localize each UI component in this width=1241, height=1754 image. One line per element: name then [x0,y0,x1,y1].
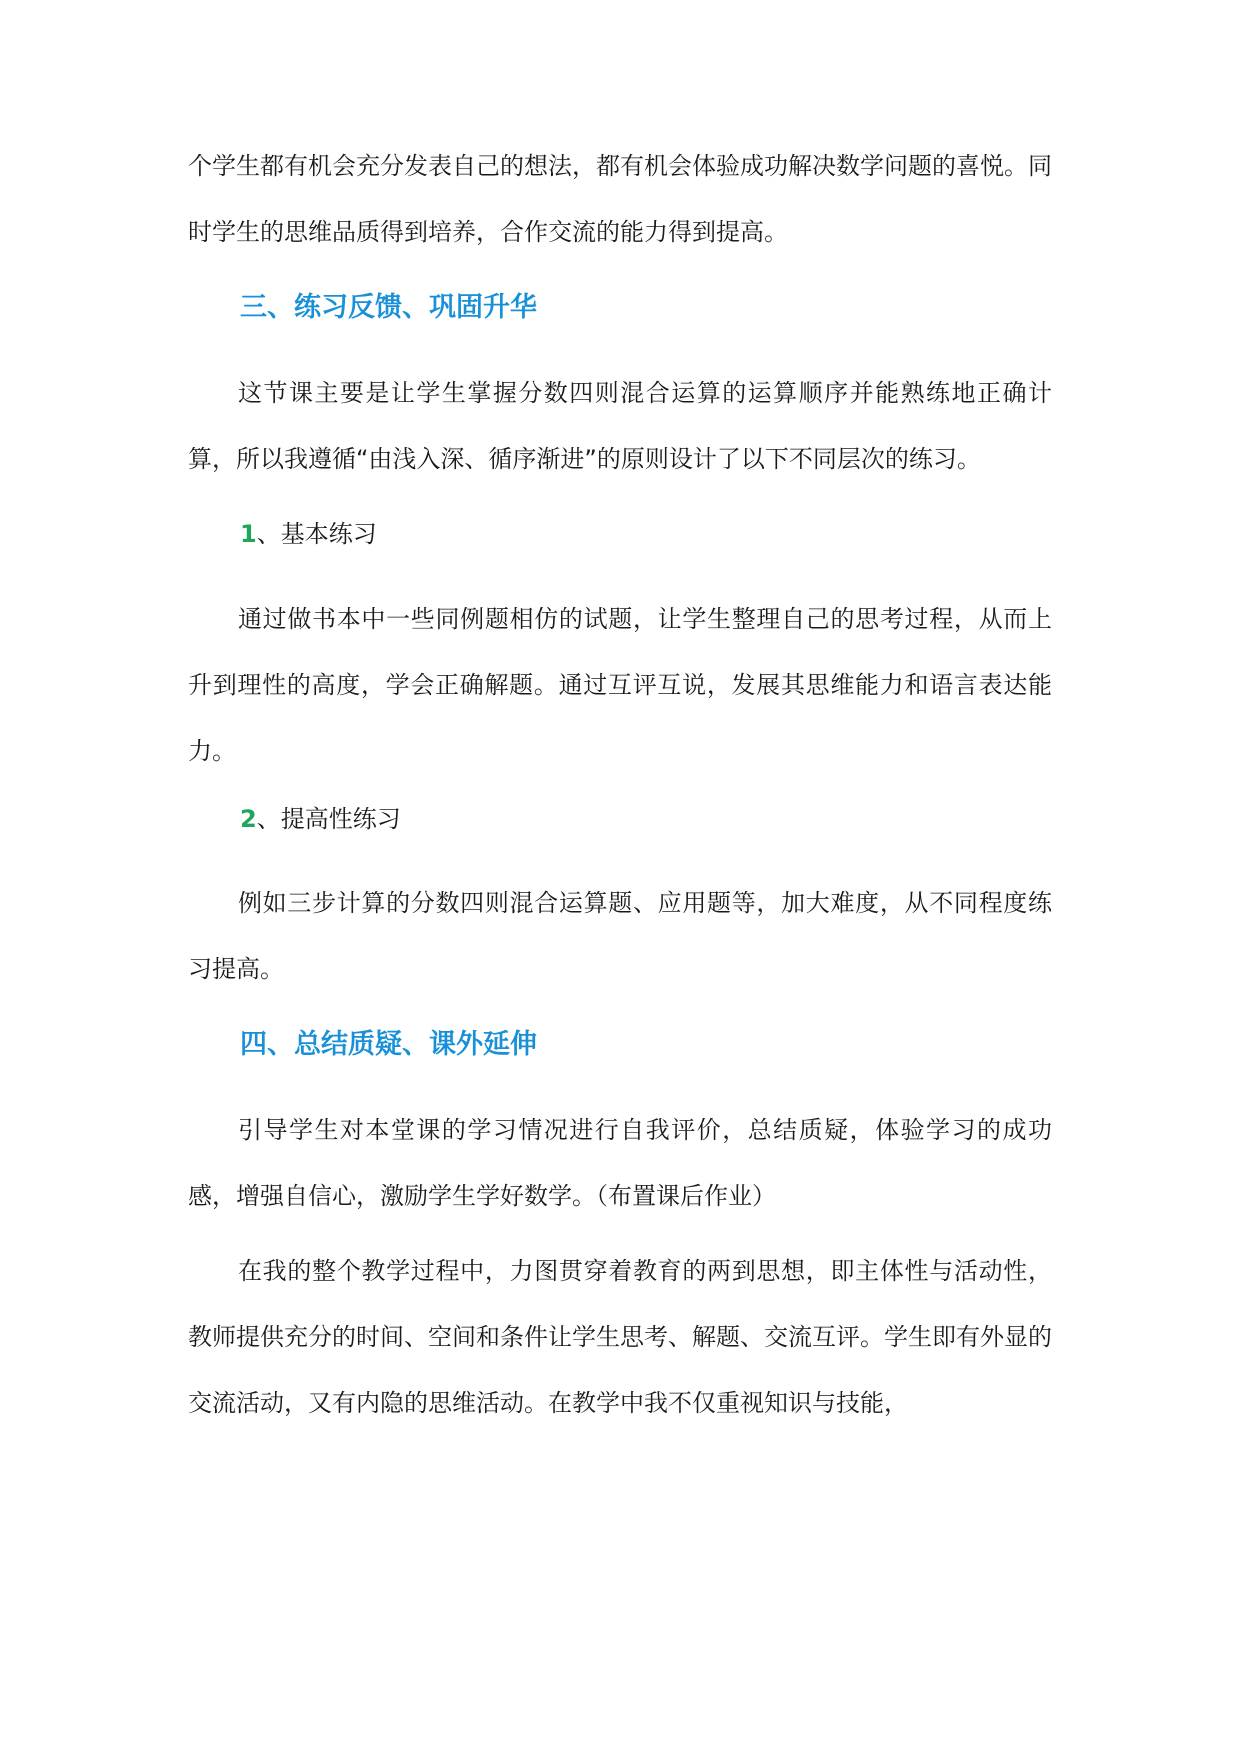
subheading-number: 1 [240,520,257,548]
subheading-advanced-practice [240,799,1104,839]
subheading-number: 2 [240,805,257,833]
section-heading-summary: 四、总结质疑、课外延伸 [240,1029,537,1060]
paragraph-basic-practice: 通过做书本中一些同例题相仿的试题，让学生整理自己的思考过程，从而上升到理性的高度，学会正确解题。通过互评互说，发展其思维能力和语言表达能力。 [188,605,1052,765]
subheading-label: 、提高性练习 [256,805,401,833]
paragraph-advanced-practice: 例如三步计算的分数四则混合运算题、应用题等，加大难度，从不同程度练习提高。 [188,889,1052,983]
subheading-label: 、基本练习 [256,520,377,548]
paragraph-continuation: 个学生都有机会充分发表自己的想法，都有机会体验成功解决数学问题的喜悦。同时学生的思维品质得到培养，合作交流的能力得到提高。 [188,152,1052,246]
paragraph-practice-intro: 这节课主要是让学生掌握分数四则混合运算的运算顺序并能熟练地正确计算，所以我遵循“由浅入深、循序渐进”的原则设计了以下不同层次的练习。 [188,379,1052,473]
section-heading-practice: 三、练习反馈、巩固升华 [240,292,537,323]
subheading-basic-practice [240,514,1104,554]
paragraph-summary: 引导学生对本堂课的学习情况进行自我评价，总结质疑，体验学习的成功感，增强自信心，激励学生学好数学。（布置课后作业） [188,1116,1052,1210]
paragraph-reflection: 在我的整个教学过程中，力图贯穿着教育的两到思想，即主体性与活动性，教师提供充分的时间、空间和条件让学生思考、解题、交流互评。学生即有外显的交流活动，又有内隐的思维活动。在教学中我不仅重视知识与技能， [188,1257,1052,1417]
